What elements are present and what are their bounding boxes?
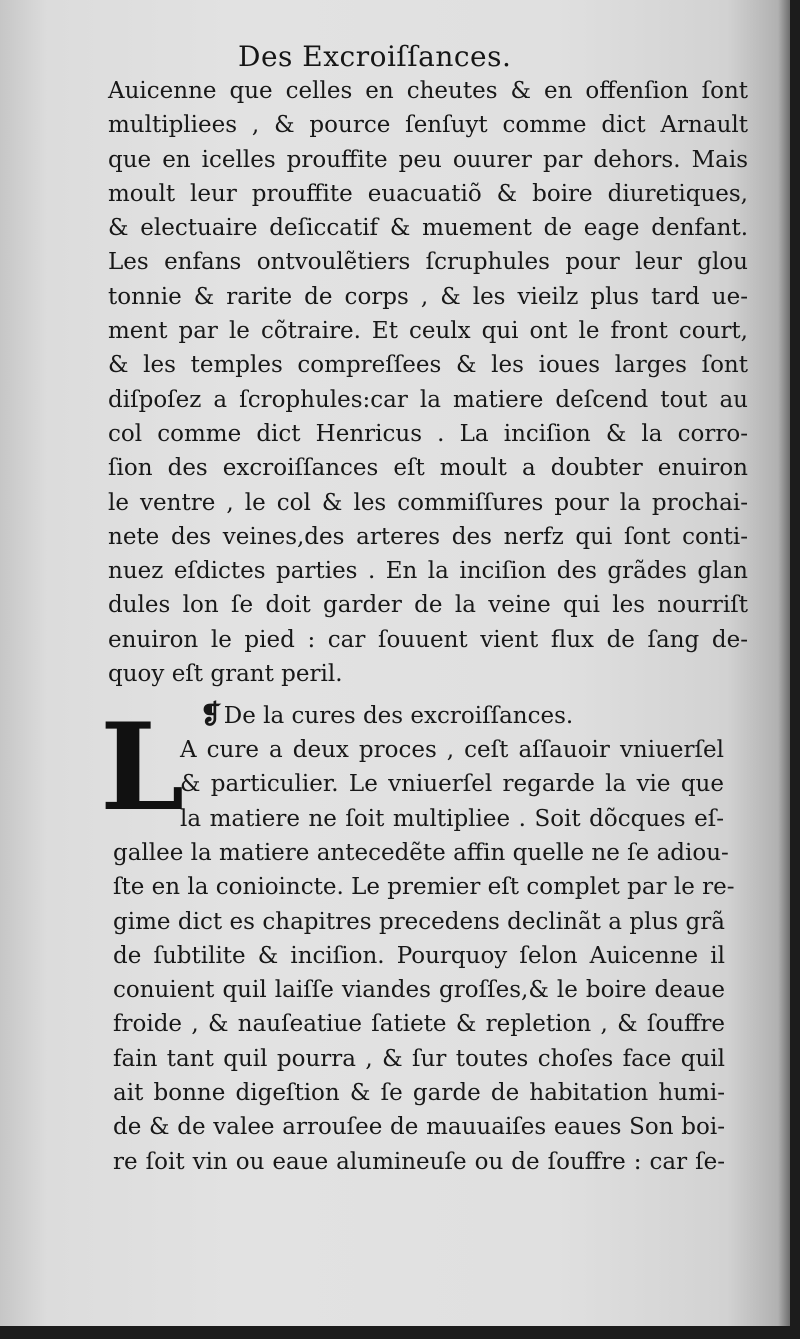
pilcrow-icon: ❡ (200, 700, 222, 730)
body-text-dropcap-lines (180, 733, 724, 836)
text-line: nete des veines,des arteres des nerfz qui ſont conti- (108, 523, 748, 550)
text-line: que en icelles prouffite peu ouurer par dehors. Mais (108, 146, 748, 173)
text-line: fain tant quil pourra , & ſur toutes choſes face quil (113, 1045, 725, 1072)
text-line: enuiron le pied : car ſouuent vient flux de ſang de- (108, 626, 748, 653)
text-line: Auicenne que celles en cheutes & en offenſion ſont (108, 78, 748, 104)
body-text-lower (113, 836, 735, 1179)
body-text-upper (108, 74, 748, 691)
text-line: gallee la matiere antecedẽte affin quelle ne ſe adiou- (113, 840, 729, 866)
text-line: col comme dict Henricus . La inciſion & la corro- (108, 420, 748, 447)
text-line: & les temples compreſſees & les ioues larges ſont (108, 352, 748, 379)
text-line: dules lon ſe doit garder de la veine qui les nourriſt (108, 592, 748, 619)
running-header: Des Excroiſſances. (238, 40, 512, 73)
text-line: froide , & nauſeatiue ſatiete & repletion , & ſouffre (113, 1011, 725, 1038)
text-line: ment par le cõtraire. Et ceulx qui ont le front court, (108, 318, 748, 345)
text-line: de & de valee arrouſee de mauuaiſes eaues Son boi- (113, 1114, 725, 1141)
text-line: moult leur prouffite euacuatiõ & boire diuretiques, (108, 180, 748, 207)
text-line: de ſubtilite & inciſion. Pourquoy ſelon Auicenne il (113, 942, 725, 969)
section-heading (200, 700, 573, 730)
text-line: re ſoit vin ou eaue alumineuſe ou de ſouffre : car ſe- (113, 1148, 725, 1175)
text-line: Les enfans ontvoulẽtiers ſcruphules pour leur glou (108, 249, 748, 276)
text-line: multipliees , & pource ſenſuyt comme dict Arnault (108, 112, 748, 139)
text-line: nuez eſdictes parties . En la inciſion des grãdes glan (108, 558, 748, 585)
text-line: diſpoſez a ſcrophules:car la matiere deſcend tout au (108, 386, 748, 413)
text-line: gime dict es chapitres precedens declinãt a plus grã (113, 908, 725, 935)
text-line: la matiere ne ſoit multipliee . Soit dõcques eſ- (180, 805, 724, 832)
text-line: tonnie & rarite de corps , & les vieilz plus tard ue- (108, 283, 748, 310)
text-line: le ventre , le col & les commiſſures pour la prochai- (108, 489, 748, 516)
text-line: quoy eſt grant peril. (108, 661, 343, 688)
text-line: & particulier. Le vniuerſel regarde la vie que (180, 771, 724, 798)
drop-capital: L (100, 697, 185, 838)
text-line: A cure a deux proces , ceſt aſſauoir vniuerſel (180, 737, 724, 763)
text-line: ait bonne digeſtion & ſe garde de habitation humi- (113, 1080, 725, 1107)
text-line: ſte en la conioincte. Le premier eſt complet par le re- (113, 874, 735, 901)
text-line: ſion des excroiſſances eſt moult a doubter enuiron (108, 455, 748, 482)
section-heading-text: De la cures des excroiſſances. (223, 703, 574, 729)
text-line: conuient quil laiſſe viandes groſſes,& le boire deaue (113, 977, 725, 1004)
text-line: & electuaire deſiccatif & muement de eage denfant. (108, 215, 748, 242)
